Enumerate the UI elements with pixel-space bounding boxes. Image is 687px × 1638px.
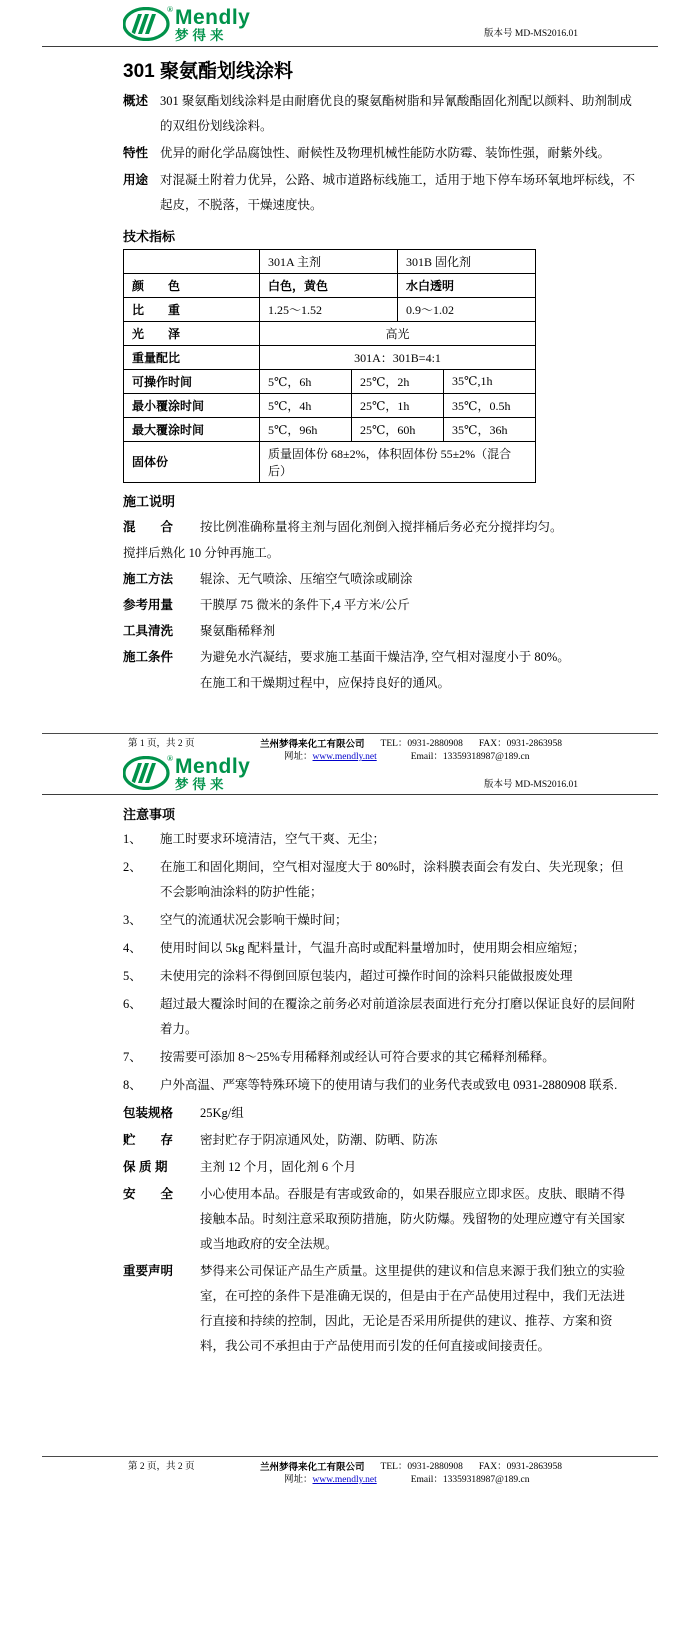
page2-content	[0, 804, 687, 1361]
note-number: 4、	[123, 941, 142, 955]
table-row	[124, 369, 536, 393]
condition-row	[123, 644, 637, 670]
note-number: 6、	[123, 997, 142, 1011]
gloss-value: 高光	[260, 321, 536, 345]
usage-label: 用途	[123, 172, 149, 187]
page1-header	[0, 0, 687, 46]
safety-text: 小心使用本品。吞服是有害或致命的，如果吞服应立即求医。皮肤、眼睛不得接触本品。时刻注意采取预防措施，防火防爆。残留物的处理应遵守有关国家或当地政府的安全法规。	[200, 1187, 626, 1251]
note-text: 未使用完的涂料不得倒回原包装内，超过可操作时间的涂料只能做报废处理	[160, 969, 573, 983]
website-row	[284, 1474, 377, 1487]
page2-footer	[0, 1456, 687, 1487]
list-item	[123, 855, 635, 905]
mendly-logo	[123, 756, 250, 792]
usage-row	[123, 168, 637, 218]
max-recoat-35c: 35℃，36h	[444, 417, 536, 441]
shelf-life-label: 保 质 期	[123, 1160, 168, 1174]
statement-text: 梦得来公司保证产品生产质量。这里提供的建议和信息来源于我们独立的实验室，在可控的条件下是准确无误的，但是由于在产品使用过程中，我们无法进行直接和持续的控制，因此，无论是否采用所提供的建议、推荐、方案和资料，我公司不承担由于产品使用而引发的任何直接或间接责任。	[200, 1264, 626, 1353]
note-text: 户外高温、严寒等特殊环境下的使用请与我们的业务代表或致电 0931-2880908 联系.	[160, 1078, 618, 1092]
note-number: 5、	[123, 969, 142, 983]
ratio-value: 301A：301B=4:1	[260, 345, 536, 369]
max-recoat-5c: 5℃，96h	[260, 417, 352, 441]
overview-label: 概述	[123, 93, 149, 108]
list-item	[123, 908, 635, 933]
pot-life-35c: 35℃,1h	[444, 369, 536, 393]
version-label: 版本号 MD-MS2016.01	[484, 779, 578, 790]
condition-text-2: 在施工和干燥期过程中，应保持良好的通风。	[200, 675, 451, 690]
note-number: 8、	[123, 1078, 142, 1092]
max-recoat-25c: 25℃，60h	[352, 417, 444, 441]
fax-number: FAX：0931-2863958	[478, 739, 563, 749]
list-item	[123, 1073, 635, 1098]
mix-text-2: 搅拌后熟化 10 分钟再施工。	[123, 545, 280, 560]
note-number: 7、	[123, 1050, 142, 1064]
condition-row-2	[123, 670, 637, 696]
website-label: 网址：	[284, 752, 313, 762]
dosage-text: 干膜厚 75 微米的条件下,4 平方米/公斤	[200, 597, 410, 612]
page-number: 第 2 页，共 2 页	[128, 1462, 195, 1472]
brand-name: Mendly	[175, 6, 251, 29]
gravity-label: 比 重	[124, 297, 260, 321]
brand-name: Mendly	[175, 755, 251, 778]
website-label: 网址：	[284, 1475, 313, 1485]
solids-label: 固体份	[124, 441, 260, 482]
list-item	[123, 936, 635, 961]
note-text: 按需要可添加 8～25%专用稀释剂或经认可符合要求的其它稀释剂稀释。	[160, 1050, 555, 1064]
list-item	[123, 992, 635, 1042]
tool-clean-label: 工具清洗	[123, 623, 174, 638]
tool-clean-text: 聚氨酯稀释剂	[200, 623, 276, 638]
note-number: 3、	[123, 913, 142, 927]
pot-life-25c: 25℃，2h	[352, 369, 444, 393]
note-text: 使用时间以 5kg 配料量计，气温升高时或配料量增加时，使用期会相应缩短；	[160, 941, 586, 955]
fax-number: FAX：0931-2863958	[478, 1462, 563, 1472]
storage-row	[123, 1128, 637, 1153]
col-header-301b: 301B 固化剂	[398, 249, 536, 273]
table-row	[124, 273, 536, 297]
spec-table	[123, 249, 536, 483]
packing-row	[123, 1101, 637, 1126]
header-rule	[42, 794, 658, 795]
color-a: 白色，黄色	[260, 273, 398, 297]
table-row	[124, 393, 536, 417]
color-label: 颜 色	[124, 273, 260, 297]
storage-label: 贮 存	[123, 1133, 174, 1147]
footer-rule	[42, 733, 658, 734]
email-address: Email：13359318987@189.cn	[410, 1475, 530, 1485]
min-recoat-5c: 5℃，4h	[260, 393, 352, 417]
version-label: 版本号 MD-MS2016.01	[484, 29, 578, 39]
note-text: 施工时要求环境清洁，空气干爽、无尘；	[160, 832, 386, 846]
feature-text: 优异的耐化学品腐蚀性、耐候性及物理机械性能防水防霉、装饰性强，耐紫外线。	[160, 145, 611, 160]
mix-row	[123, 514, 637, 540]
spec-section-title: 技术指标	[123, 228, 176, 244]
table-row	[124, 441, 536, 482]
mix-label: 混 合	[123, 519, 174, 534]
storage-text: 密封贮存于阴凉通风处，防潮、防晒、防冻	[200, 1133, 438, 1147]
page2-header	[0, 756, 687, 795]
packing-text: 25Kg/组	[200, 1106, 244, 1120]
email-address: Email：13359318987@189.cn	[410, 752, 530, 762]
mix-text: 按比例准确称量将主剂与固化剂倒入搅拌桶后务必充分搅拌均匀。	[200, 519, 563, 534]
statement-row	[123, 1259, 637, 1359]
website-link[interactable]: www.mendly.net	[312, 752, 377, 762]
note-text: 空气的流通状况会影响干燥时间；	[160, 913, 348, 927]
brand-name-cn: 梦得来	[175, 28, 228, 43]
spec-empty-cell	[124, 249, 260, 273]
gravity-a: 1.25～1.52	[260, 297, 398, 321]
safety-row	[123, 1182, 637, 1257]
header-rule	[42, 46, 658, 47]
footer-rule	[42, 1456, 658, 1457]
mendly-logo	[123, 7, 250, 43]
note-number: 2、	[123, 860, 142, 874]
color-b: 水白透明	[398, 273, 536, 297]
col-header-301a: 301A 主剂	[260, 249, 398, 273]
feature-row	[123, 141, 637, 166]
note-number: 1、	[123, 832, 142, 846]
tool-clean-row	[123, 618, 637, 644]
method-label: 施工方法	[123, 571, 174, 586]
table-row	[124, 417, 536, 441]
list-item	[123, 1045, 635, 1070]
min-recoat-label: 最小覆涂时间	[124, 393, 260, 417]
gravity-b: 0.9～1.02	[398, 297, 536, 321]
pot-life-label: 可操作时间	[124, 369, 260, 393]
notes-section-title: 注意事项	[123, 807, 176, 822]
method-row	[123, 566, 637, 592]
brand-name-cn: 梦得来	[175, 777, 228, 792]
company-name: 兰州梦得来化工有限公司	[260, 1462, 365, 1473]
note-text: 超过最大覆涂时间的在覆涂之前务必对前道涂层表面进行充分打磨以保证良好的层间附着力。	[160, 997, 636, 1036]
page-number: 第 1 页，共 2 页	[128, 739, 195, 749]
shelf-life-text: 主剂 12 个月，固化剂 6 个月	[200, 1160, 357, 1174]
packing-label: 包装规格	[123, 1106, 174, 1120]
min-recoat-25c: 25℃，1h	[352, 393, 444, 417]
dosage-row	[123, 592, 637, 618]
ratio-label: 重量配比	[124, 345, 260, 369]
table-row	[124, 345, 536, 369]
overview-text: 301 聚氨酯划线涂料是由耐磨优良的聚氨酯树脂和异氰酸酯固化剂配以颜料、助剂制成的双组份划线涂料。	[160, 93, 632, 133]
registered-mark: ®	[167, 754, 173, 763]
min-recoat-35c: 35℃，0.5h	[444, 393, 536, 417]
mendly-logo-icon	[123, 7, 171, 41]
page-title: 301 聚氨酯划线涂料	[123, 60, 293, 82]
overview-row	[123, 89, 637, 139]
website-link[interactable]: www.mendly.net	[312, 1475, 377, 1485]
method-text: 辊涂、无气喷涂、压缩空气喷涂或刷涂	[200, 571, 413, 586]
feature-label: 特性	[123, 145, 149, 160]
list-item	[123, 827, 635, 852]
shelf-life-row	[123, 1155, 637, 1180]
condition-label: 施工条件	[123, 649, 174, 664]
gloss-label: 光 泽	[124, 321, 260, 345]
construction-section-title: 施工说明	[123, 493, 176, 509]
table-row	[124, 297, 536, 321]
tel-number: TEL：0931-2880908	[380, 1462, 463, 1472]
pot-life-5c: 5℃，6h	[260, 369, 352, 393]
mendly-logo-icon	[123, 756, 171, 790]
table-row	[124, 321, 536, 345]
safety-label: 安 全	[123, 1187, 174, 1201]
registered-mark: ®	[167, 5, 173, 14]
list-item	[123, 964, 635, 989]
company-name: 兰州梦得来化工有限公司	[260, 739, 365, 750]
dosage-label: 参考用量	[123, 597, 174, 612]
table-row	[124, 249, 536, 273]
condition-text: 为避免水汽凝结，要求施工基面干燥洁净, 空气相对湿度小于 80%。	[200, 649, 570, 664]
statement-label: 重要声明	[123, 1264, 174, 1278]
tel-number: TEL：0931-2880908	[380, 739, 463, 749]
max-recoat-label: 最大覆涂时间	[124, 417, 260, 441]
usage-text: 对混凝土附着力优异，公路、城市道路标线施工，适用于地下停车场环氧地坪标线，不起皮，不脱落，干燥速度快。	[160, 172, 636, 212]
solids-value: 质量固体份 68±2%，体积固体份 55±2%（混合后）	[260, 441, 536, 482]
note-text: 在施工和固化期间，空气相对湿度大于 80%时，涂料膜表面会有发白、失光现象；但不会影响油涂料的防护性能；	[160, 860, 624, 899]
